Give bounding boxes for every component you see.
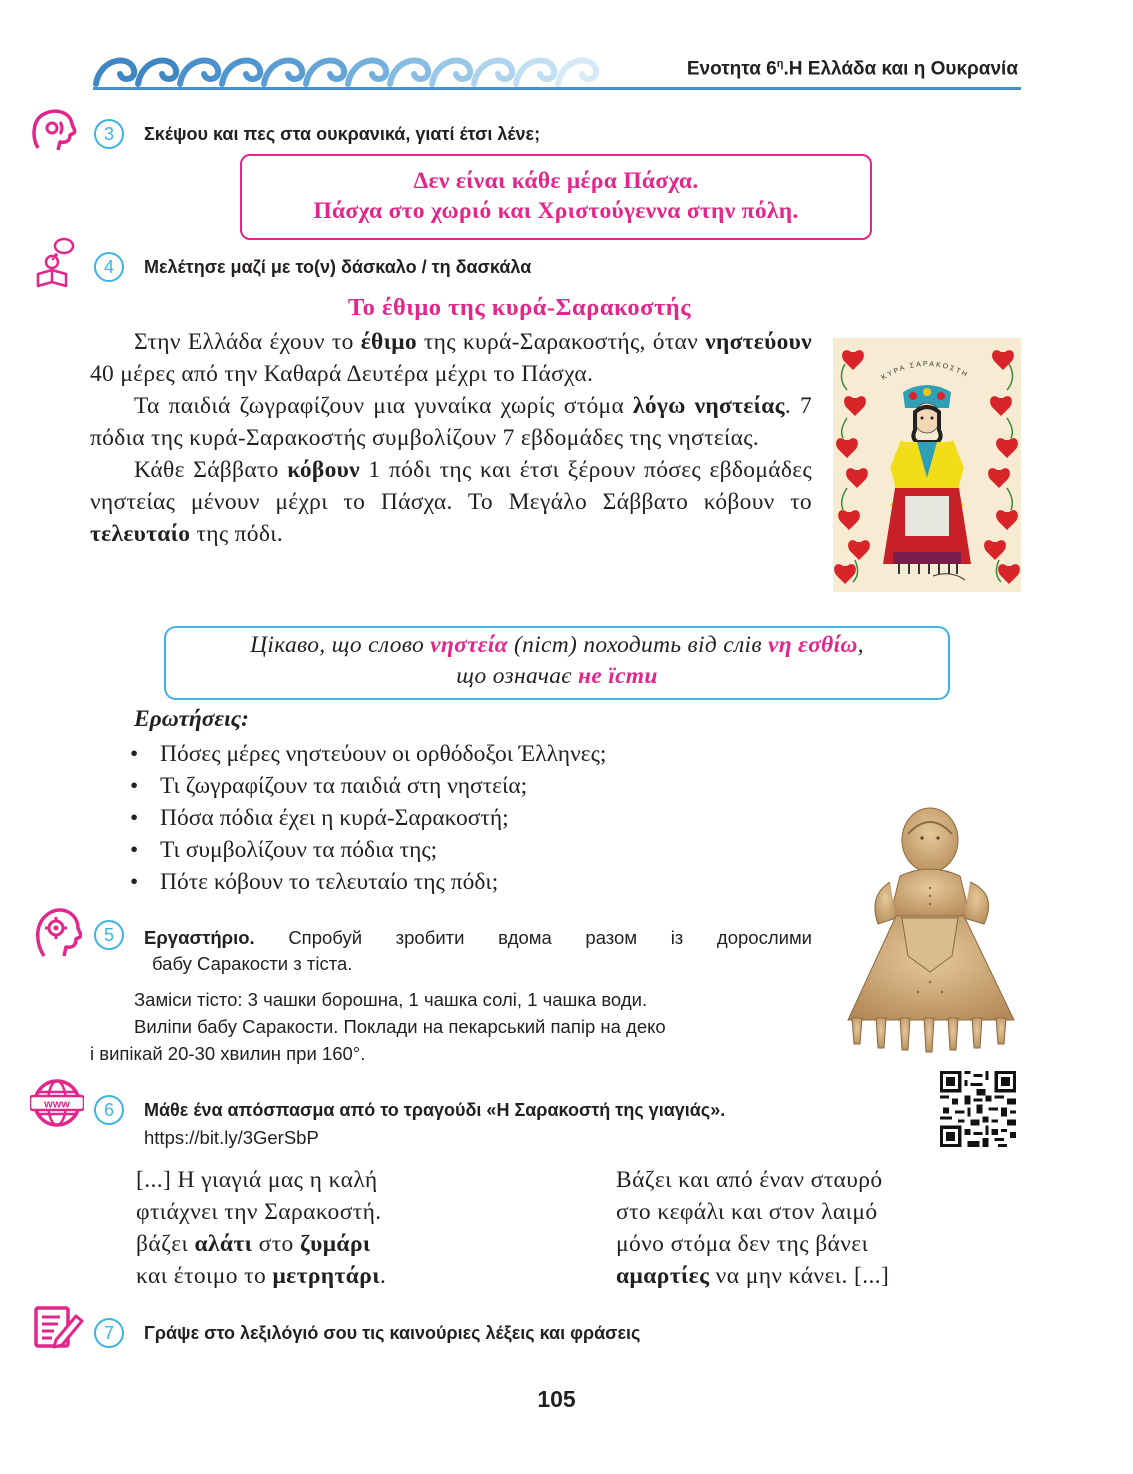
- poem-line: αμαρτίες να μην κάνει. [...]: [616, 1263, 890, 1289]
- qr-code[interactable]: [940, 1071, 1016, 1147]
- saying-2: Πάσχα στο χωριό και Χριστούγεννα στην πόλη.: [313, 198, 799, 224]
- dough-sarakosti-photo: [838, 806, 1030, 1056]
- saying-1: Δεν είναι κάθε μέρα Πάσχα.: [413, 168, 699, 194]
- paragraph-2: Τα παιδιά ζωγραφίζουν μια γυναίκα χωρίς στόμα λόγω νηστείας. 7 πόδια της κυρά-Σαρακοστής συμβολίζουν 7 εβδομάδες της νηστείας.: [90, 393, 813, 451]
- questions-title: Ερωτήσεις:: [134, 706, 249, 732]
- etymology-note: Цікаво, що слово νηστεία (піст) походить від слів νη εσθίω, що означає не їсти: [250, 632, 864, 689]
- drawing-caption: ΚΥΡΑ ΣΑΡΑΚΟΣΤΗ: [880, 360, 970, 382]
- speaking-head-icon: [30, 108, 80, 154]
- task3-instruction: Σκέψου και πες στα ουκρανικά, γιατί έτσι λένε;: [144, 124, 541, 144]
- workshop-line-1: Εργαστήριο. Спробуй зробити вдома разом із дорослими: [144, 927, 812, 948]
- poem-line: στο κεφάλι και στον λαιμό: [616, 1199, 878, 1225]
- poem-line: και έτοιμο το μετρητάρι.: [136, 1263, 387, 1289]
- header-rule: [93, 87, 1021, 90]
- task6-instruction: Μάθε ένα απόσπασμα από το τραγούδι «Η Σαρακοστή της γιαγιάς».: [144, 1100, 726, 1120]
- question-item: • Τι ζωγραφίζουν τα παιδιά στη νηστεία;: [130, 770, 770, 802]
- www-label: www: [44, 1098, 70, 1111]
- poem-right-column: [616, 1164, 889, 1292]
- poem-line: Βάζει και από έναν σταυρό: [616, 1167, 883, 1193]
- workshop-line-5: і випікай 20-30 хвилин при 160°.: [90, 1043, 366, 1064]
- page-number: 105: [537, 1386, 576, 1412]
- poem-line: μόνο στόμα δεν της βάνει: [616, 1231, 869, 1257]
- thinking-head-gear-icon: [32, 906, 82, 958]
- question-item: • Τι συμβολίζουν τα πόδια της;: [130, 834, 770, 866]
- reading-text: [90, 326, 812, 550]
- task-number-7: 7: [94, 1318, 124, 1348]
- question-item: • Πότε κόβουν το τελευταίο της πόδι;: [130, 866, 770, 898]
- question-item: • Πόσα πόδια έχει η κυρά-Σαρακοστή;: [130, 802, 770, 834]
- workshop-line-4: Виліпи бабу Саракости. Поклади на пекарський папір на деко: [134, 1016, 666, 1037]
- writing-pencil-icon: [32, 1304, 84, 1350]
- task7-instruction: Γράψε στο λεξιλόγιό σου τις καινούριες λέξεις και φράσεις: [144, 1323, 641, 1343]
- paragraph-3: Κάθε Σάββατο κόβουν 1 πόδι της και έτσι ξέρουν πόσες εβδομάδες νηστείας μένουν μέχρι το Πάσχα. Το Μεγάλο Σάββατο κόβουν το τελευταίο της πόδι.: [90, 457, 812, 547]
- paragraph-1: Στην Ελλάδα έχουν το έθιμο της κυρά-Σαρακοστής, όταν νηστεύουν 40 μέρες από την Καθαρά Δευτέρα μέχρι το Πάσχα.: [90, 329, 812, 387]
- task-number-4: 4: [94, 252, 124, 282]
- reading-student-icon: [32, 236, 82, 288]
- poem-line: φτιάχνει την Σαρακοστή.: [136, 1199, 382, 1225]
- task-number-6: 6: [94, 1095, 124, 1125]
- workshop-line-3: Заміси тісто: 3 чашки борошна, 1 чашка солі, 1 чашка води.: [134, 989, 648, 1010]
- task4-instruction: Μελέτησε μαζί με το(ν) δάσκαλο / τη δασκάλα: [144, 257, 532, 277]
- poem-left-column: [136, 1164, 386, 1292]
- poem-line: [...] Η γιαγιά μας η καλή: [136, 1167, 378, 1193]
- questions-list: [130, 738, 770, 898]
- poem-line: βάζει αλάτι στο ζυμάρι: [136, 1231, 371, 1257]
- sayings-text: [240, 166, 872, 226]
- globe-www-icon: [30, 1076, 84, 1130]
- header-title: Ενοτητα $6^\eta.H$ Ελλάδα και η Ουκρανία: [686, 58, 1018, 80]
- song-link[interactable]: https://bit.ly/3GerSbP: [144, 1127, 319, 1148]
- reading-heading: Το έθιμο της κυρά-Σαρακοστής: [348, 294, 692, 321]
- wave-ornament: [90, 48, 620, 88]
- kyra-sarakosti-drawing: [833, 338, 1021, 592]
- task-number-3: 3: [94, 119, 124, 149]
- workshop-line-2: бабу Саракости з тіста.: [152, 953, 353, 974]
- question-item: • Πόσες μέρες νηστεύουν οι ορθόδοξοι Έλληνες;: [130, 738, 770, 770]
- task-number-5: 5: [94, 920, 124, 950]
